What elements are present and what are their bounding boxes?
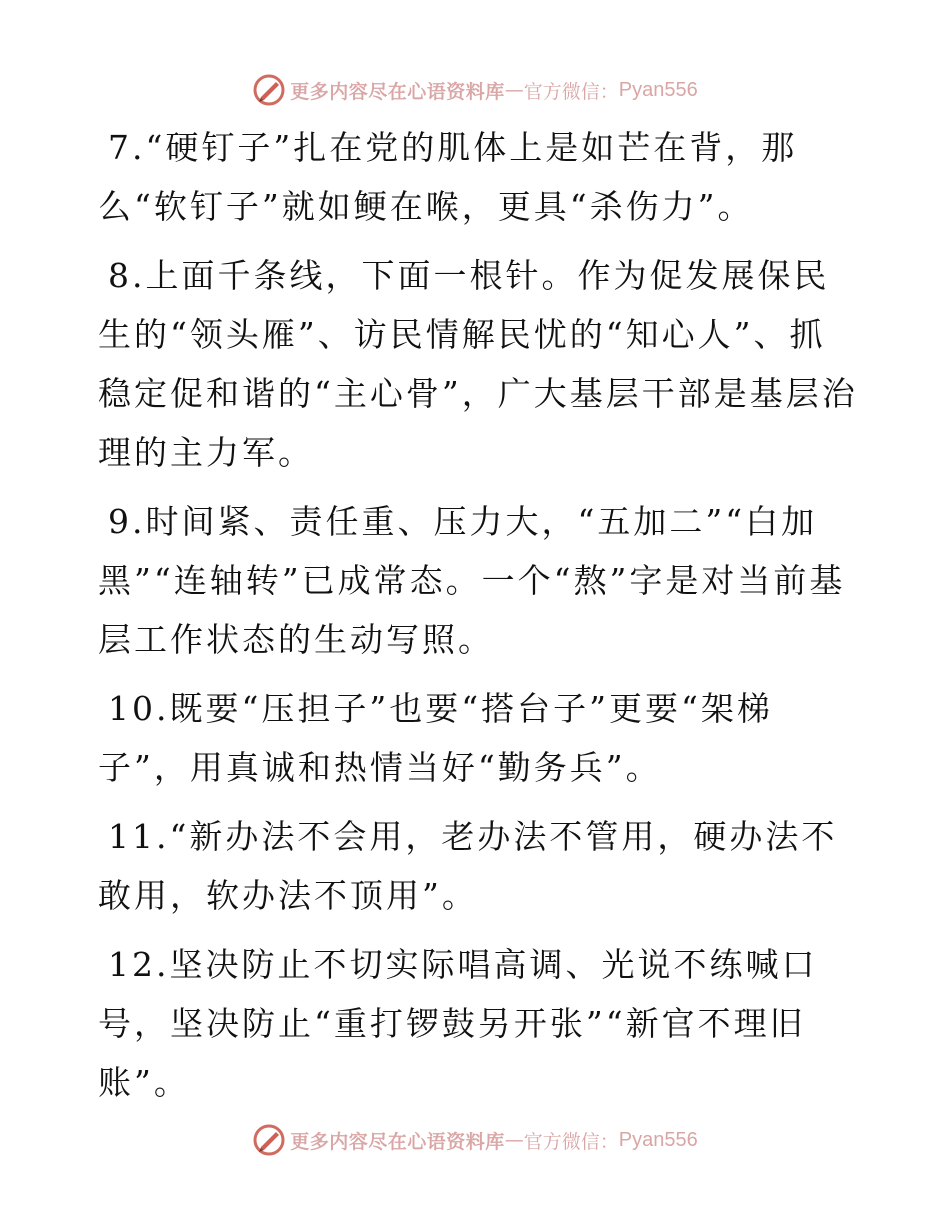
pen-logo-icon [252,73,286,107]
paragraph-8: 8.上面千条线，下面一根针。作为促发展保民生的“领头雁”、访民情解民忧的“知心人”、抓稳定促和谐的“主心骨”，广大基层干部是基层治理的主力军。 [98,256,858,472]
banner-label: 官方微信： [523,1130,619,1153]
pen-logo-icon [252,1123,286,1157]
paragraph-10: 10.既要“压担子”也要“搭台子”更要“架梯子”，用真诚和热情当好“勤务兵”。 [98,689,773,787]
paragraph-9: 9.时间紧、责任重、压力大，“五加二”“白加黑”“连轴转”已成常态。一个“熬”字是对当前基层工作状态的生动写照。 [98,502,846,659]
banner-site: 更多内容尽在心语资料库 [290,1130,505,1153]
header-banner [0,70,950,110]
paragraph-12: 12.坚决防止不切实际唱高调、光说不练喊口号，坚决防止“重打锣鼓另开张”“新官不理旧账”。 [98,945,818,1102]
banner-label: 官方微信： [523,80,619,103]
banner-wechat-id: Pyan556 [618,78,698,101]
banner-separator: — [504,79,524,101]
banner-site: 更多内容尽在心语资料库 [290,80,505,103]
document-body [98,118,858,1122]
banner-separator: — [504,1129,524,1151]
footer-banner [0,1120,950,1160]
paragraph-11: 11.“新办法不会用，老办法不管用，硬办法不敢用，软办法不顶用”。 [98,817,838,915]
banner-wechat-id: Pyan556 [618,1128,698,1151]
paragraph-7: 7.“硬钉子”扎在党的肌体上是如芒在背，那么“软钉子”就如鲠在喉，更具“杀伤力”。 [98,128,798,226]
